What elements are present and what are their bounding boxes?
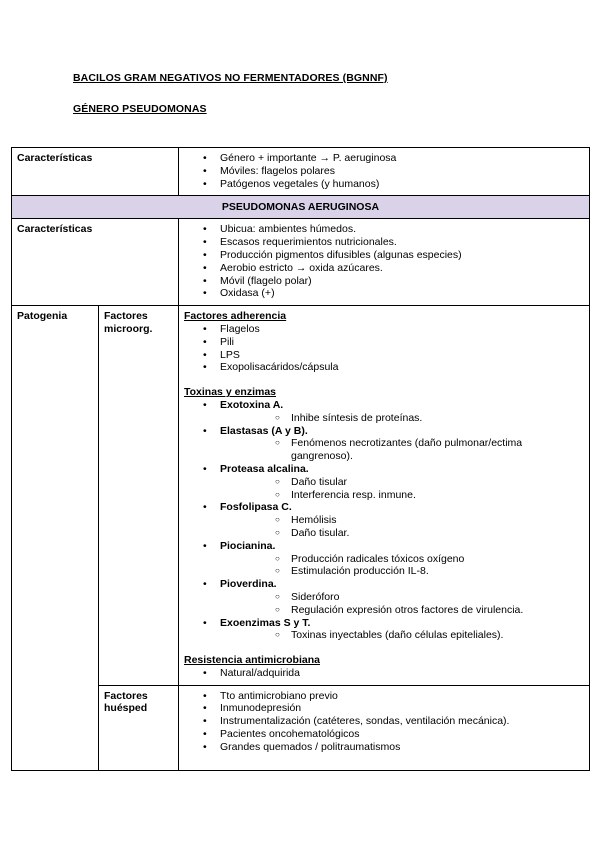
list-item: • Oxidasa (+) <box>184 287 584 300</box>
section-title-adherencia: Factores adherencia <box>184 310 287 323</box>
toxin-name: Proteasa alcalina. <box>220 462 309 475</box>
row-content <box>179 685 590 770</box>
list-item <box>184 617 584 643</box>
list-item: • Inmunodepresión <box>184 702 584 715</box>
row-content <box>179 306 590 686</box>
list-item: • Escasos requerimientos nutricionales. <box>184 236 584 249</box>
list-item <box>184 463 584 501</box>
list-item <box>184 399 584 425</box>
toxin-name: Fosfolipasa C. <box>220 501 292 514</box>
list-item: • Móvil (flagelo polar) <box>184 275 584 288</box>
sub-list-item: ○ Inhibe síntesis de proteínas. <box>220 412 584 425</box>
document-title: BACILOS GRAM NEGATIVOS NO FERMENTADORES (BGNNF) <box>73 72 388 84</box>
list-item: • Tto antimicrobiano previo <box>184 690 584 703</box>
row-label: Características <box>12 148 179 196</box>
toxin-name: Pioverdina. <box>220 578 277 591</box>
sub-list-item: ○ Regulación expresión otros factores de virulencia. <box>220 604 584 617</box>
sub-list-item: ○ Producción radicales tóxicos oxígeno <box>220 553 584 566</box>
row-content <box>179 219 590 306</box>
list-item <box>184 540 584 578</box>
list-item: • Natural/adquirida <box>184 667 584 680</box>
row-patogenia-microorg <box>12 306 590 686</box>
list-item: • LPS <box>184 349 584 362</box>
sub-list-item: ○ Interferencia resp. inmune. <box>220 489 584 502</box>
list-item: • Patógenos vegetales (y humanos) <box>184 178 584 191</box>
sub-list-item: ○ Estimulación producción IL-8. <box>220 565 584 578</box>
row-sublabel-microorg: Factores microorg. <box>99 306 179 686</box>
list-item: • Grandes quemados / politraumatismos <box>184 741 584 754</box>
list-item: • Instrumentalización (catéteres, sondas, ventilación mecánica). <box>184 715 584 728</box>
toxin-name: Exotoxina A. <box>220 398 284 411</box>
sub-list-item: ○ Daño tisular <box>220 476 584 489</box>
sub-list-item: ○ Fenómenos necrotizantes (daño pulmonar/ectima gangrenoso). <box>220 437 584 463</box>
row-caracteristicas-aeruginosa <box>12 219 590 306</box>
row-content <box>179 148 590 196</box>
toxin-name: Elastasas (A y B). <box>220 424 308 437</box>
sub-list-item: ○ Daño tisular. <box>220 527 584 540</box>
row-patogenia-huesped <box>12 685 590 770</box>
row-caracteristicas-genero <box>12 148 590 196</box>
sub-list-item: ○ Sideróforo <box>220 591 584 604</box>
list-item: • Producción pigmentos difusibles (algunas especies) <box>184 249 584 262</box>
list-item: • Pacientes oncohematológicos <box>184 728 584 741</box>
list-item: • Flagelos <box>184 323 584 336</box>
list-item: • Género + importante → P. aeruginosa <box>184 152 584 165</box>
list-item: • Móviles: flagelos polares <box>184 165 584 178</box>
section-header: PSEUDOMONAS AERUGINOSA <box>12 196 590 219</box>
row-label: Características <box>12 219 179 306</box>
sub-list-item: ○ Hemólisis <box>220 514 584 527</box>
list-item: • Pili <box>184 336 584 349</box>
list-item: • Aerobio estricto → oxida azúcares. <box>184 262 584 275</box>
section-header-row <box>12 196 590 219</box>
toxin-name: Exoenzimas S y T. <box>220 616 311 629</box>
list-item: • Exopolisacáridos/cápsula <box>184 361 584 374</box>
list-item: • Ubicua: ambientes húmedos. <box>184 223 584 236</box>
list-item <box>184 425 584 463</box>
sub-list-item: ○ Toxinas inyectables (daño células epiteliales). <box>220 629 584 642</box>
row-sublabel-huesped: Factores huésped <box>99 685 179 770</box>
row-label-patogenia: Patogenia <box>12 306 99 771</box>
toxin-name: Piocianina. <box>220 539 276 552</box>
section-title-toxinas: Toxinas y enzimas <box>184 386 277 399</box>
document-subtitle: GÉNERO PSEUDOMONAS <box>73 103 207 115</box>
list-item <box>184 578 584 616</box>
list-item <box>184 501 584 539</box>
content-table <box>11 147 590 771</box>
section-title-resistencia: Resistencia antimicrobiana <box>184 654 320 667</box>
